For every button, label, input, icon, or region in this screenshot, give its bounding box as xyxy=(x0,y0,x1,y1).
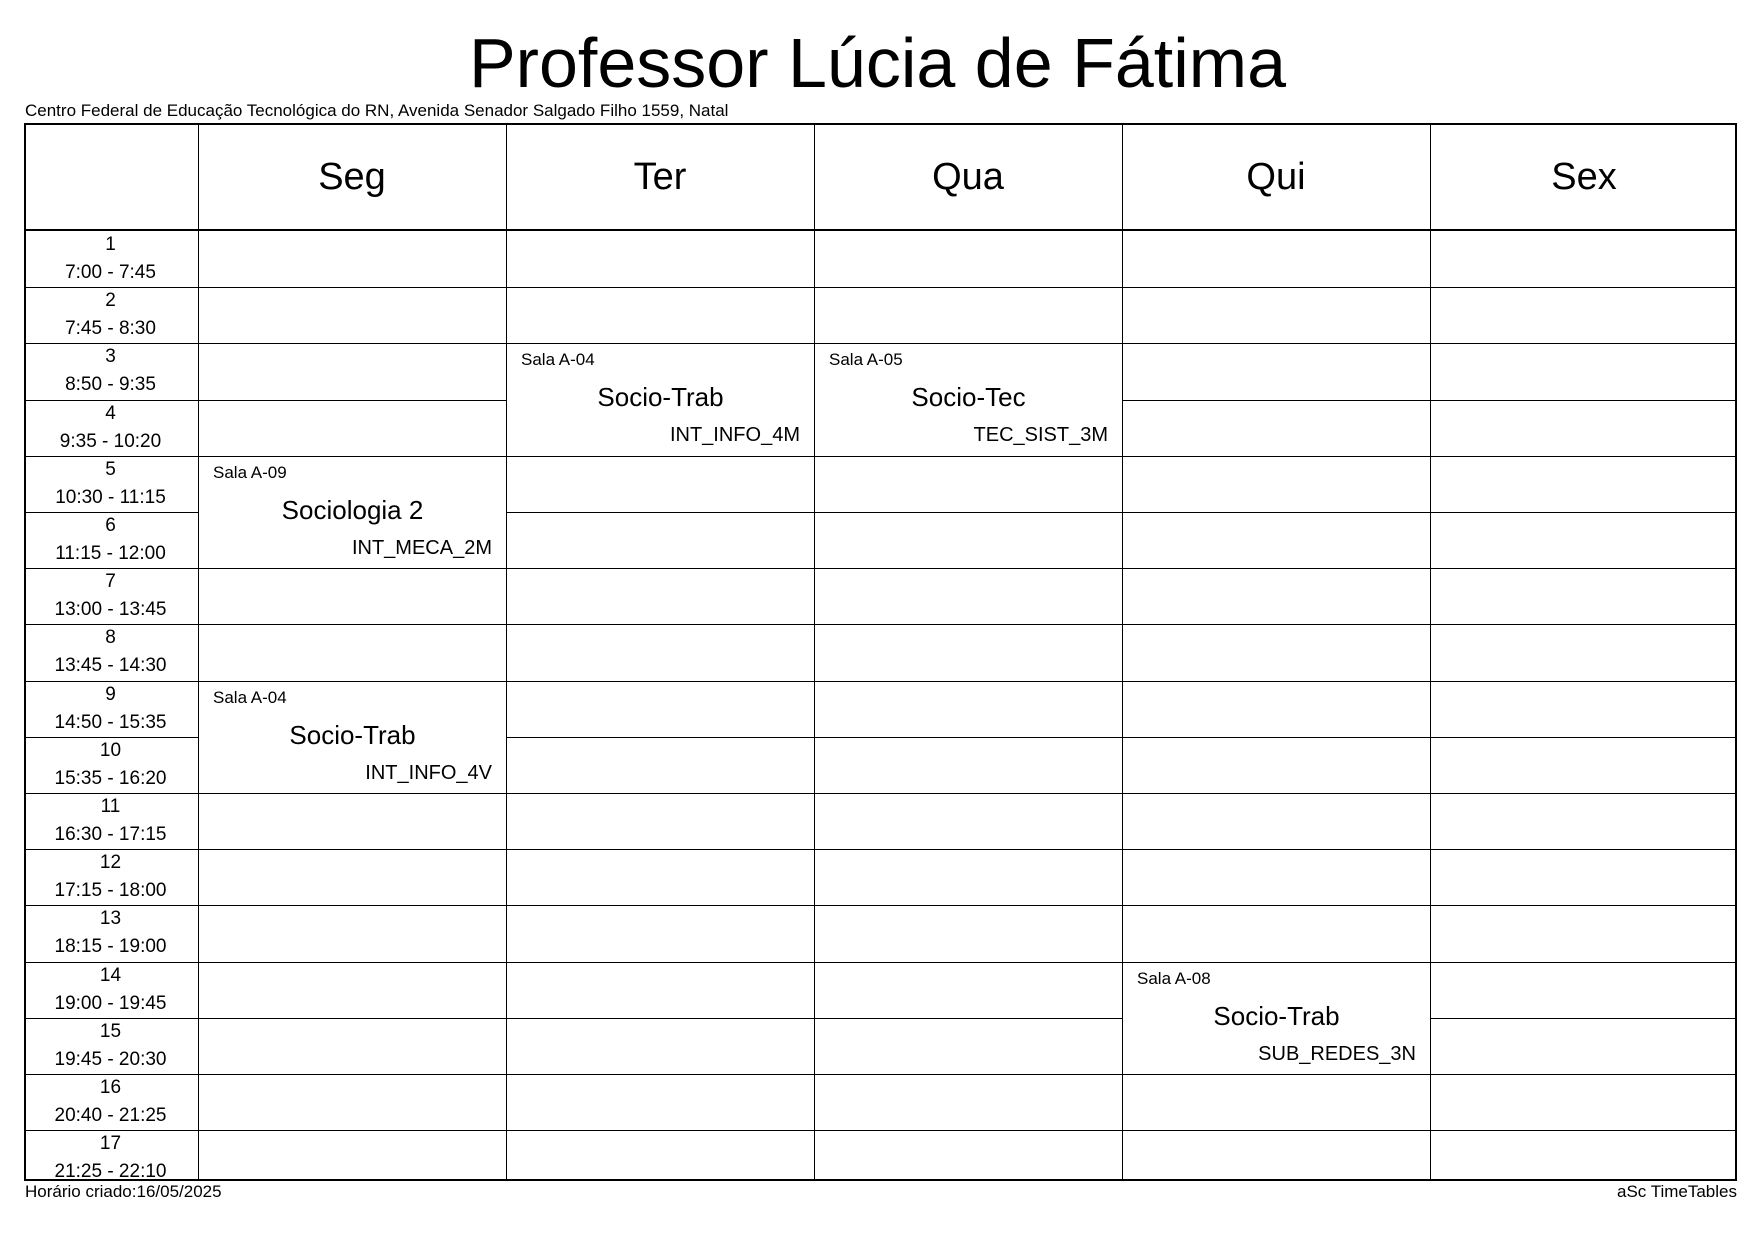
period-number: 2 xyxy=(105,290,116,312)
period-label xyxy=(26,737,195,793)
period-time: 7:45 - 8:30 xyxy=(65,318,156,340)
lesson-class: SUB_REDES_3N xyxy=(1258,1042,1416,1065)
period-number: 13 xyxy=(99,908,122,930)
period-time: 14:50 - 15:35 xyxy=(54,711,167,733)
lesson-room: Sala A-09 xyxy=(213,462,287,482)
period-number: 17 xyxy=(99,1133,122,1155)
period-time: 9:35 - 10:20 xyxy=(59,430,162,452)
period-number: 10 xyxy=(99,739,122,761)
period-label xyxy=(26,905,195,961)
period-label xyxy=(26,849,195,905)
period-label xyxy=(26,287,195,343)
header-divider xyxy=(26,229,1735,231)
period-label xyxy=(26,624,195,680)
lesson-card[interactable] xyxy=(199,457,506,568)
period-number: 7 xyxy=(105,571,116,593)
row-divider xyxy=(26,793,1735,794)
period-time: 13:45 - 14:30 xyxy=(54,655,167,677)
period-label xyxy=(26,231,195,287)
period-time: 21:25 - 22:10 xyxy=(54,1161,167,1183)
lesson-card[interactable] xyxy=(507,344,814,455)
lesson-subject: Socio-Trab xyxy=(289,719,416,750)
period-number: 14 xyxy=(99,964,122,986)
row-divider xyxy=(26,849,1735,850)
lesson-room: Sala A-08 xyxy=(1137,968,1211,988)
period-time: 20:40 - 21:25 xyxy=(54,1105,167,1126)
period-number: 9 xyxy=(105,683,116,705)
lesson-card[interactable] xyxy=(815,344,1122,455)
lesson-subject: Socio-Trab xyxy=(597,382,724,413)
period-time: 8:50 - 9:35 xyxy=(65,374,156,396)
period-number: 11 xyxy=(100,796,121,817)
period-number: 1 xyxy=(105,234,116,255)
column-divider xyxy=(1430,125,1431,1179)
period-label xyxy=(26,456,195,512)
day-header: Sex xyxy=(1551,155,1617,198)
column-divider xyxy=(198,125,199,1179)
day-header: Qua xyxy=(932,155,1004,198)
period-label xyxy=(26,512,195,568)
school-address: Centro Federal de Educação Tecnológica do RN, Avenida Senador Salgado Filho 1559, Natal xyxy=(25,101,729,120)
period-time: 15:35 - 16:20 xyxy=(54,767,167,789)
lesson-class: INT_INFO_4M xyxy=(669,424,800,447)
day-header: Seg xyxy=(318,155,386,198)
period-number: 16 xyxy=(99,1077,122,1098)
row-divider xyxy=(26,1074,1735,1075)
lesson-class: INT_INFO_4V xyxy=(365,761,492,784)
period-label xyxy=(26,400,195,456)
lesson-card[interactable] xyxy=(1123,963,1430,1074)
lesson-card[interactable] xyxy=(199,682,506,793)
period-number: 4 xyxy=(105,402,116,424)
period-number: 12 xyxy=(99,852,122,874)
row-divider xyxy=(26,568,1735,569)
period-number: 3 xyxy=(105,346,116,368)
lesson-class: TEC_SIST_3M xyxy=(973,424,1108,447)
row-divider xyxy=(26,905,1735,906)
lesson-subject: Sociologia 2 xyxy=(281,494,424,525)
period-time: 7:00 - 7:45 xyxy=(65,262,156,283)
lesson-room: Sala A-05 xyxy=(829,350,903,370)
column-divider xyxy=(506,125,507,1179)
lesson-subject: Socio-Trab xyxy=(1213,1000,1340,1031)
brand-label: aSc TimeTables xyxy=(1617,1182,1737,1201)
lesson-class: INT_MECA_2M xyxy=(351,536,492,559)
lesson-room: Sala A-04 xyxy=(213,687,287,707)
row-divider xyxy=(26,287,1735,288)
row-divider xyxy=(26,962,1735,963)
timetable-grid xyxy=(24,123,1737,1181)
period-number: 8 xyxy=(105,627,116,649)
period-time: 18:15 - 19:00 xyxy=(54,936,167,958)
period-label xyxy=(26,343,195,399)
period-label xyxy=(26,793,195,849)
day-header: Qui xyxy=(1246,155,1306,198)
period-time: 13:00 - 13:45 xyxy=(54,599,167,621)
period-number: 5 xyxy=(105,458,116,480)
period-label xyxy=(26,568,195,624)
page-title: Professor Lúcia de Fátima xyxy=(468,24,1287,102)
period-label xyxy=(26,1130,195,1186)
period-time: 11:15 - 12:00 xyxy=(55,543,166,564)
period-label xyxy=(26,681,195,737)
lesson-subject: Socio-Tec xyxy=(911,382,1026,413)
period-label xyxy=(26,1074,195,1130)
period-time: 19:45 - 20:30 xyxy=(54,1048,167,1070)
column-divider xyxy=(814,125,815,1179)
created-date: Horário criado:16/05/2025 xyxy=(25,1182,222,1201)
period-time: 16:30 - 17:15 xyxy=(54,824,167,845)
row-divider xyxy=(26,1130,1735,1131)
row-divider xyxy=(26,1018,1735,1019)
period-label xyxy=(26,962,195,1018)
period-label xyxy=(26,1018,195,1074)
period-number: 15 xyxy=(99,1020,122,1042)
row-divider xyxy=(26,624,1735,625)
period-time: 19:00 - 19:45 xyxy=(54,992,167,1014)
period-time: 17:15 - 18:00 xyxy=(54,880,167,902)
period-number: 6 xyxy=(105,515,116,536)
day-header: Ter xyxy=(633,155,687,198)
lesson-room: Sala A-04 xyxy=(521,350,595,370)
period-time: 10:30 - 11:15 xyxy=(55,486,166,508)
